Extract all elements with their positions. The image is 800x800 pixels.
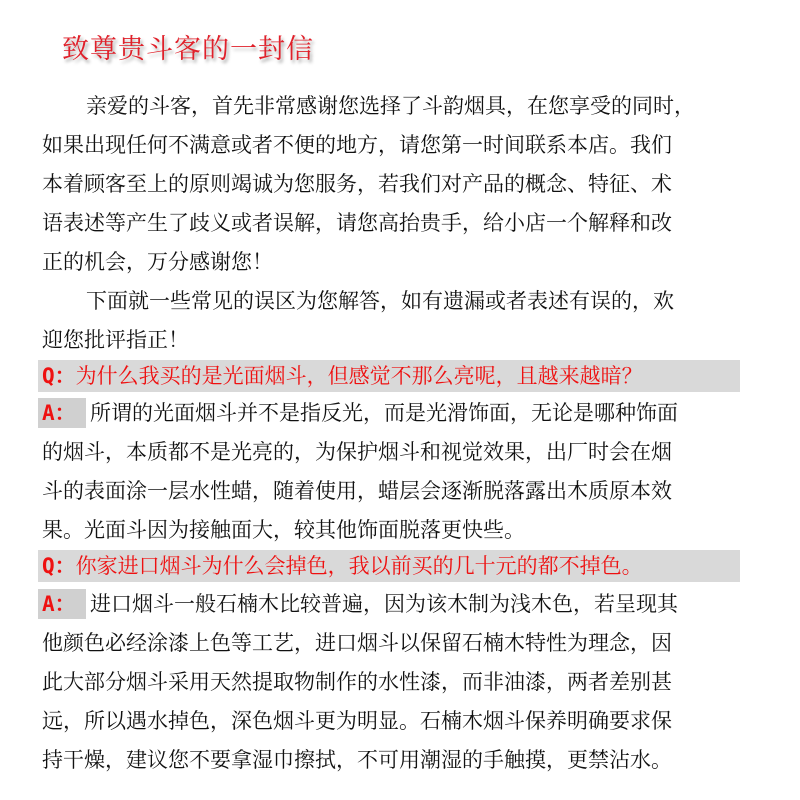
intro-p1-line-5: 正的机会，万分感谢您！ xyxy=(42,250,273,274)
intro-p1-line-4: 语表述等产生了歧义或者误解，请您高抬贵手，给小店一个解释和改 xyxy=(42,211,672,235)
question-prefix: Q： xyxy=(42,364,76,388)
intro-p1-line-1: 亲爱的斗客，首先非常感谢您选择了斗韵烟具，在您享受的同时， xyxy=(86,94,695,118)
faq-2-question xyxy=(42,550,643,582)
letter-title: 致尊贵斗客的一封信 xyxy=(62,34,314,65)
faq-1-question xyxy=(42,360,643,392)
intro-p1-line-3: 本着顾客至上的原则竭诚为您服务，若我们对产品的概念、特征、术 xyxy=(42,172,672,196)
faq-2-answer-line-5: 持干燥，建议您不要拿湿巾擦拭，不可用潮湿的手触摸，更禁沾水。 xyxy=(42,748,672,772)
answer-prefix: A： xyxy=(42,401,76,425)
answer-prefix: A： xyxy=(42,592,76,616)
question-prefix: Q： xyxy=(42,554,76,578)
faq-2-answer-line-1: 进口烟斗一般石楠木比较普遍，因为该木制为浅木色，若呈现其 xyxy=(90,592,678,616)
faq-1-answer-line-2: 的烟斗，本质都不是光亮的，为保护烟斗和视觉效果，出厂时会在烟 xyxy=(42,440,672,464)
intro-p2-line-2: 迎您批评指正！ xyxy=(42,328,189,352)
faq-1-answer-line-4: 果。光面斗因为接触面大，较其他饰面脱落更快些。 xyxy=(42,518,525,542)
intro-p1-line-2: 如果出现任何不满意或者不便的地方，请您第一时间联系本店。我们 xyxy=(42,133,672,157)
intro-p2-line-1: 下面就一些常见的误区为您解答，如有遗漏或者表述有误的，欢 xyxy=(86,289,674,313)
faq-1-answer-line-1: 所谓的光面烟斗并不是指反光，而是光滑饰面，无论是哪种饰面 xyxy=(90,401,678,425)
faq-2-answer-line-2: 他颜色必经涂漆上色等工艺，进口烟斗以保留石楠木特性为理念，因 xyxy=(42,631,672,655)
question-text: 你家进口烟斗为什么会掉色，我以前买的几十元的都不掉色。 xyxy=(75,554,643,578)
faq-2-answer-line-4: 远，所以遇水掉色，深色烟斗更为明显。石楠木烟斗保养明确要求保 xyxy=(42,709,672,733)
faq-2-answer-line-3: 此大部分烟斗采用天然提取物制作的水性漆，而非油漆，两者差别甚 xyxy=(42,670,672,694)
faq-1-answer-line-3: 斗的表面涂一层水性蜡，随着使用，蜡层会逐渐脱落露出木质原本效 xyxy=(42,479,672,503)
question-text: 为什么我买的是光面烟斗，但感觉不那么亮呢，且越来越暗？ xyxy=(75,364,643,388)
